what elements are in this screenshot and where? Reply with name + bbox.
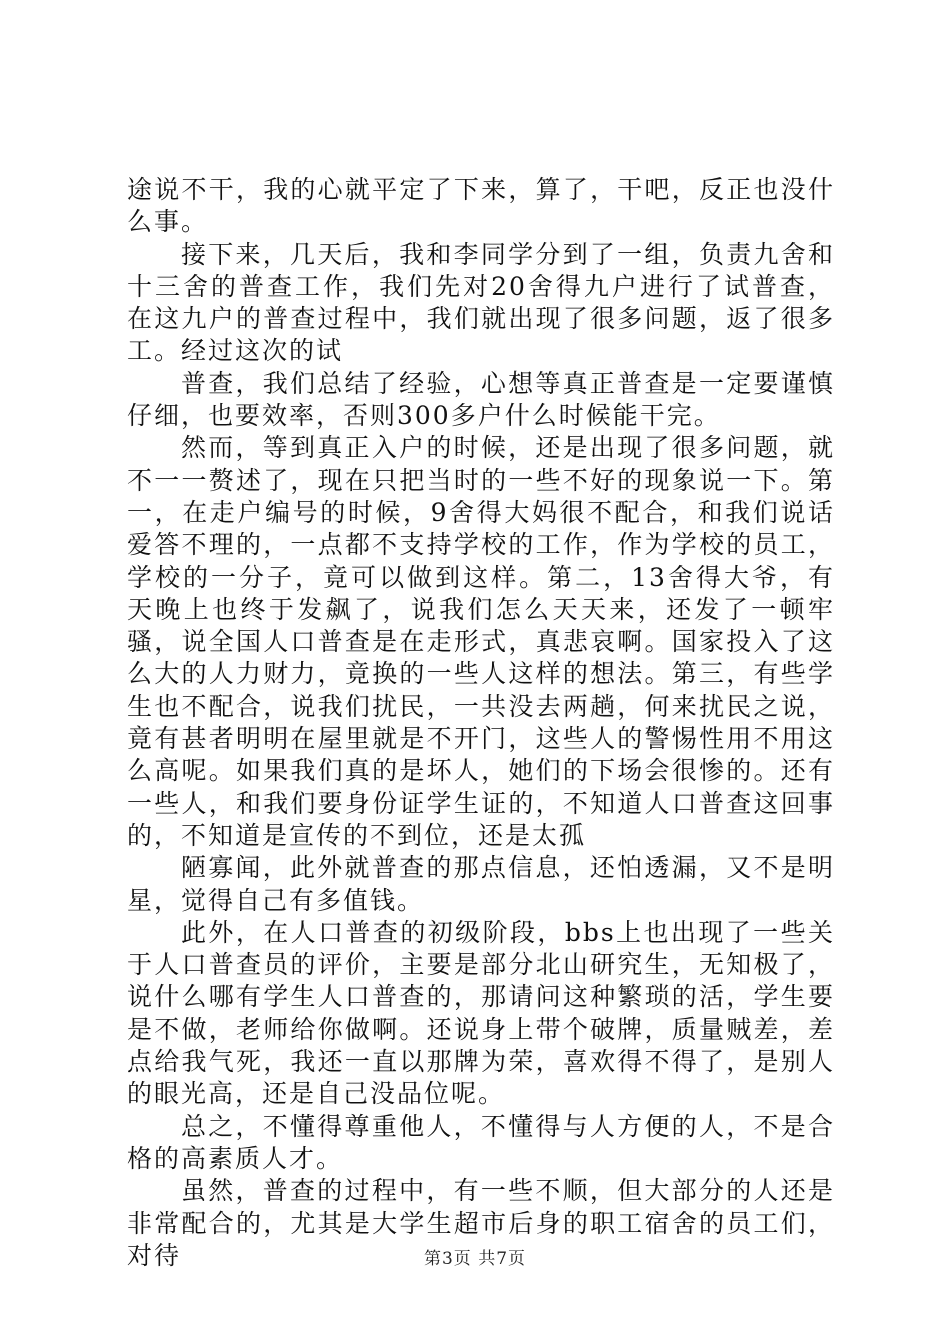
paragraph-7: 总之，不懂得尊重他人，不懂得与人方便的人，不是合格的高素质人才。 xyxy=(127,1111,835,1173)
paragraph-1: 途说不干，我的心就平定了下来，算了，干吧，反正也没什么事。 xyxy=(127,175,835,237)
paragraph-6: 此外，在人口普查的初级阶段，bbs上也出现了一些关于人口普查员的评价，主要是部分北山研究生，无知极了，说什么哪有学生人口普查的，那请问这种繁琐的活，学生要是不做，老师给你做啊。还说身上带个破牌，质量贼差，差点给我气死，我还一直以那牌为荣，喜欢得不得了，是别人的眼光高，还是自己没品位呢。 xyxy=(127,917,835,1109)
document-body xyxy=(127,174,835,1272)
page-number-footer: 第3页 共7页 xyxy=(423,1249,527,1269)
paragraph-8: 虽然，普查的过程中，有一些不顺，但大部分的人还是非常配合的，尤其是大学生超市后身的职工宿舍的员工们，对待 xyxy=(127,1176,835,1270)
paragraph-2: 接下来，几天后，我和李同学分到了一组，负责九舍和十三舍的普查工作，我们先对20舍得九户进行了试普查，在这九户的普查过程中，我们就出现了很多问题，返了很多工。经过这次的试 xyxy=(127,239,835,366)
paragraph-3: 普查，我们总结了经验，心想等真正普查是一定要谨慎仔细，也要效率，否则300多户什么时候能干完。 xyxy=(127,368,835,431)
paragraph-4: 然而，等到真正入户的时候，还是出现了很多问题，就不一一赘述了，现在只把当时的一些不好的现象说一下。第一，在走户编号的时候，9舍得大妈很不配合，和我们说话爱答不理的，一点都不支持学校的工作，作为学校的员工，学校的一分子，竟可以做到这样。第二，13舍得大爷，有天晚上也终于发飙了，说我们怎么天天来，还发了一顿牢骚，说全国人口普查是在走形式，真悲哀啊。国家投入了这么大的人力财力，竟换的一些人这样的想法。第三，有些学生也不配合，说我们扰民，一共没去两趟，何来扰民之说，竟有甚者明明在屋里就是不开门，这些人的警惕性用不用这么高呢。如果我们真的是坏人，她们的下场会很惨的。还有一些人，和我们要身份证学生证的，不知道人口普查这回事的，不知道是宣传的不到位，还是太孤 xyxy=(127,433,835,850)
paragraph-5: 陋寡闻，此外就普查的那点信息，还怕透漏，又不是明星，觉得自己有多值钱。 xyxy=(127,853,835,915)
